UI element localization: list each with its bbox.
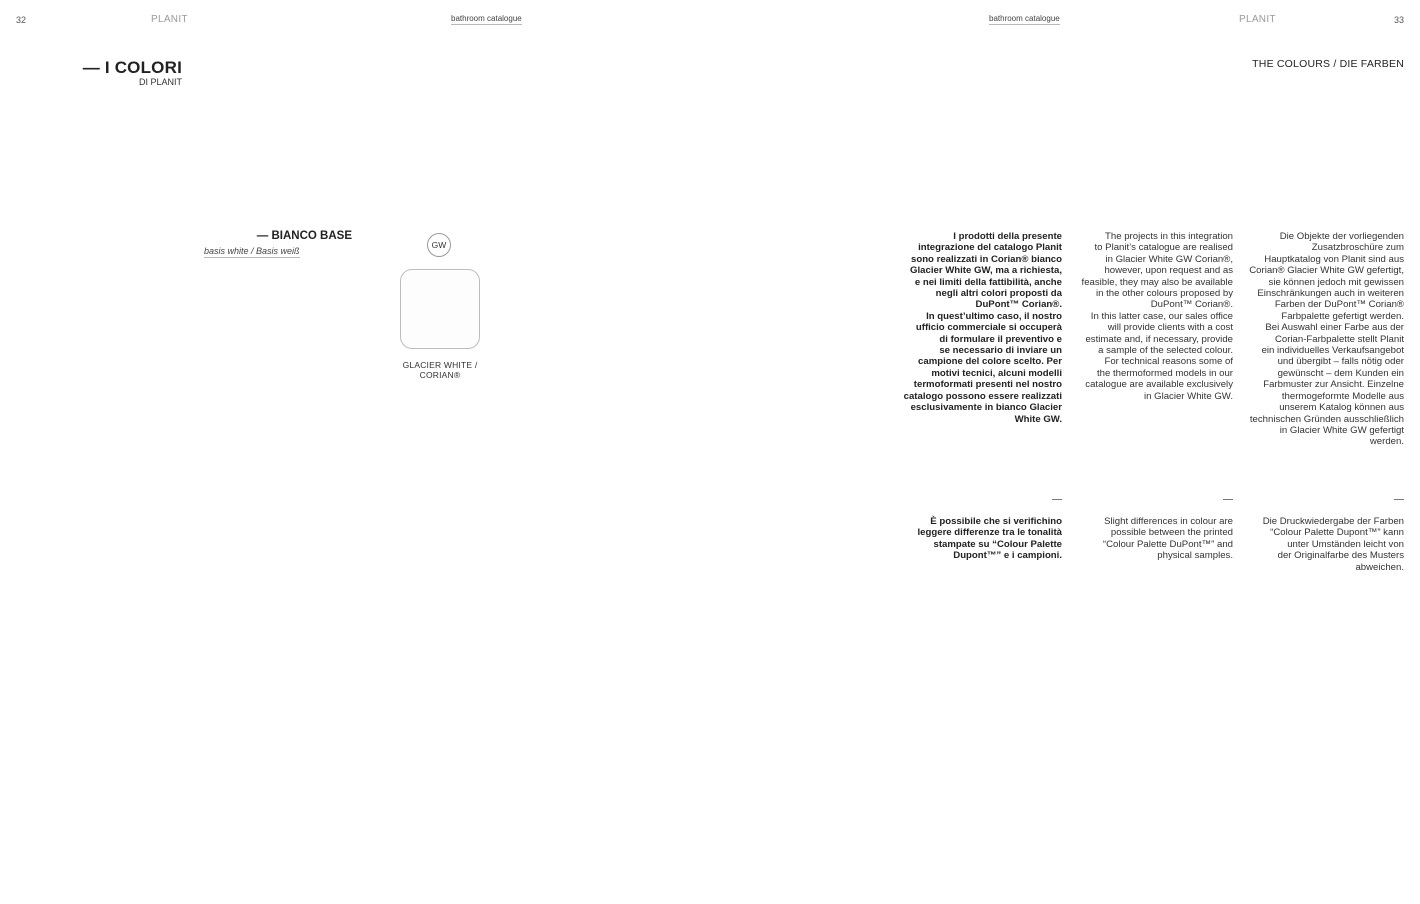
page-title-block — [83, 58, 182, 87]
color-code-badge: GW — [427, 233, 451, 257]
brand-left: PLANIT — [151, 14, 188, 25]
page-title: — I COLORI — [82, 58, 182, 77]
intro-text-english: The projects in this integration to Planit’s catalogue are realised in Glacier White GW Corian®, however, upon request and as feasible, they may also be available in the other colours proposed by DuPont™ Corian®. In this latter case, our sales office will provide clients with a cost estimate and, if necessary, provide a sample of the selected colour. For technical reasons some of the thermoformed models in our catalogue are available exclusively in Glacier White GW. — [1081, 231, 1233, 402]
section-title-right: THE COLOURS / DIE FARBEN — [1252, 58, 1404, 70]
intro-text-italian: I prodotti della presente integrazione del catalogo Planit sono realizzati in Corian® bianco Glacier White GW, ma a richiesta, e nei limiti della fattibilità, anche negli altri colori proposti da DuPont™ Corian®. In quest’ultimo caso, il nostro ufficio commerciale si occuperà di formulare il preventivo e se necessario di inviare un campione del colore scelto. Per motivi tecnici, alcuni modelli termoformati presenti nel nostro catalogo possono essere realizzati esclusivamente in bianco Glacier White GW. — [903, 231, 1062, 425]
color-swatch-glacier-white — [400, 269, 480, 349]
page-number-right: 33 — [1393, 15, 1404, 25]
color-group-title: — BIANCO BASE — [256, 230, 352, 242]
brand-right: PLANIT — [1239, 14, 1276, 25]
color-group-header — [257, 230, 352, 242]
page-subtitle: DI PLANIT — [138, 77, 182, 87]
note-german: Die Druckwiedergabe der Farben “Colour Palette Dupont™” kann unter Umständen leicht von der Originalfarbe des Musters abweichen. — [1262, 516, 1404, 573]
color-group-subtitle: basis white / Basis weiß — [204, 246, 300, 256]
divider-italian — [1052, 499, 1062, 500]
catalogue-label-left: bathroom catalogue — [451, 14, 522, 23]
page-number-left: 32 — [16, 15, 27, 25]
intro-text-german: Die Objekte der vorliegenden Zusatzbroschüre zum Hauptkatalog von Planit sind aus Corian® Glacier White GW gefertigt, sie können jedoch mit gewissen Einschränkungen auch in weiteren Farben der DuPont™ Corian® Farbpalette gefertigt werden. Bei Auswahl einer Farbe aus der Corian-Farbpalette stellt Planit ein individuelles Verkaufsangebot und übergibt – falls nötig oder gewünscht – dem Kunden ein Farbmuster zur Ansicht. Einzelne thermogeformte Modelle aus unserem Katalog können aus technischen Gründen ausschließlich in Glacier White GW gefertigt werden. — [1249, 231, 1404, 448]
swatch-label: GLACIER WHITE / CORIAN® — [402, 360, 478, 380]
divider-german — [1394, 499, 1404, 500]
note-italian: È possibile che si verifichino leggere differenze tra le tonalità stampate su “Colour Palette Dupont™” e i campioni. — [917, 516, 1062, 562]
note-english: Slight differences in colour are possible between the printed “Colour Palette DuPont™” and physical samples. — [1102, 516, 1233, 562]
divider-english — [1223, 499, 1233, 500]
catalogue-label-right: bathroom catalogue — [989, 14, 1060, 23]
